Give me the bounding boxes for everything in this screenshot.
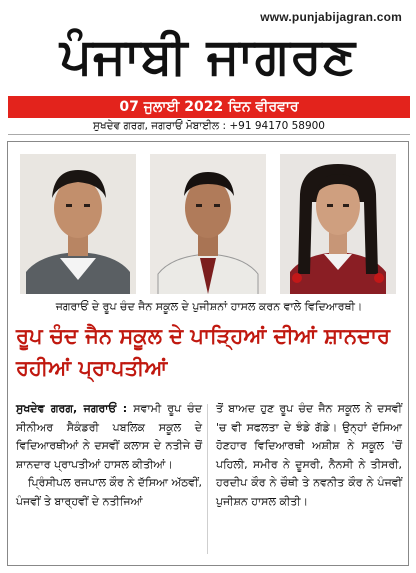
photo-caption: ਜਗਰਾਓਂ ਦੇ ਰੂਪ ਚੰਦ ਜੈਨ ਸਕੂਲ ਦੇ ਪੁਜੀਸ਼ਨਾਂ ਹਾਸਲ ਕਰਨ ਵਾਲੇ ਵਿਦਿਆਰਥੀ। [55,300,363,313]
column-divider [207,404,208,554]
article-column-right [216,400,402,511]
reporter-contact-bar: ਸੁਖਦੇਵ ਗਰਗ, ਜਗਰਾਓਂ ਮੋਬਾਈਲ : +91 94170 58900 [8,118,410,135]
paragraph-3: ਤੋਂ ਬਾਅਦ ਹੁਣ ਰੂਪ ਚੰਦ ਜੈਨ ਸਕੂਲ ਨੇ ਦਸਵੀਂ 'ਚ ਵੀ ਸਫਲਤਾ ਦੇ ਝੰਡੇ ਗੱਡੇ। ਉਨ੍ਹਾਂ ਦੱਸਿਆ ਹੋਣਹਾਰ ਵਿਦਿਆਰਥੀ ਅਸ਼ੀਸ਼ ਨੇ ਸਕੂਲ 'ਚੋਂ ਪਹਿਲੀ, ਸਮੀਰ ਨੇ ਦੂਸਰੀ, ਨੈਨਸੀ ਨੇ ਤੀਸਰੀ, ਹਰਦੀਪ ਕੌਰ ਨੇ ਚੌਥੀ ਤੇ ਨਵਨੀਤ ਕੌਰ ਨੇ ਪੰਜਵੀਂ ਪੁਜੀਸ਼ਨ ਹਾਸਲ ਕੀਤੀ। [216,402,402,508]
student-photo-3 [280,154,396,294]
date-bar: 07 ਜੁਲਾਈ 2022 ਦਿਨ ਵੀਰਵਾਰ [8,96,410,118]
newspaper-logo: ਪੰਜਾਬੀ ਜਾਗਰਣ [59,27,357,85]
site-url[interactable]: www.punjabijagran.com [260,10,402,24]
article-column-left [16,400,202,511]
student-photos [18,154,398,294]
news-article [7,141,409,566]
student-photo-2 [150,154,266,294]
article-headline: ਰੂਪ ਚੰਦ ਜੈਨ ਸਕੂਲ ਦੇ ਪਾੜ੍ਹਿਆਂ ਦੀਆਂ ਸ਼ਾਨਦਾਰ ਰਹੀਆਂ ਪ੍ਰਾਪਤੀਆਂ [16,324,391,380]
article-byline: ਸੁਖਦੇਵ ਗਰਗ, ਜਗਰਾਓਂ : [16,402,128,415]
paragraph-1: ਸਵਾਮੀ ਰੂਪ ਚੰਦ ਸੀਨੀਅਰ ਸੈਕੰਡਰੀ ਪਬਲਿਕ ਸਕੂਲ ਦੇ ਵਿਦਿਆਰਥੀਆਂ ਨੇ ਦਸਵੀਂ ਕਲਾਸ ਦੇ ਨਤੀਜੇ ਚੋਂ ਸ਼ਾਨਦਾਰ ਪ੍ਰਾਪਤੀਆਂ ਹਾਸਲ ਕੀਤੀਆਂ। [16,402,203,471]
student-photo-1 [20,154,136,294]
masthead [0,0,416,96]
paragraph-2: ਪ੍ਰਿੰਸੀਪਲ ਰਜਪਾਲ ਕੌਰ ਨੇ ਦੱਸਿਆ ਅੱਠਵੀਂ, ਪੰਜਵੀਂ ਤੇ ਬਾਰ੍ਹਵੀਂ ਦੇ ਨਤੀਜਿਆਂ [16,476,202,508]
